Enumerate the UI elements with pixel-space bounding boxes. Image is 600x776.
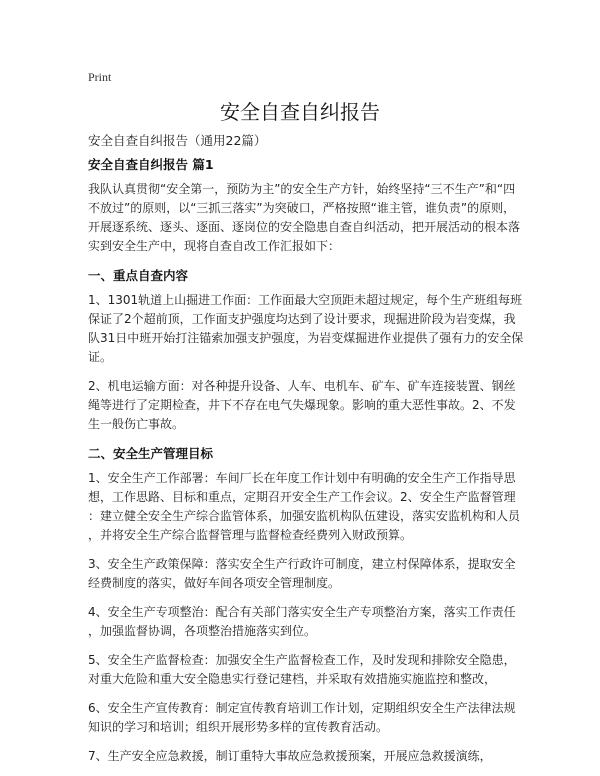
paragraph-line: ，加强监督协调，各项整治措施落实到位。 xyxy=(88,624,317,638)
paragraph-line: ：建立健全安全生产综合监管体系，加强安监机构队伍建设，落实安监机构和人员 xyxy=(88,509,521,523)
paragraph-line: 实到安全生产中，现将自查自改工作汇报如下： xyxy=(88,239,341,253)
paragraph-line: 知识的学习和培训；组织开展形势多样的宣传教育活动。 xyxy=(88,720,389,734)
paragraph-line: 队31日中班开始打注锚索加强支护强度，为岩变煤掘进作业提供了强有力的安全保 xyxy=(88,331,524,345)
paragraph-line: 4、安全生产专项整治：配合有关部门落实安全生产专项整治方案，落实工作责任 xyxy=(88,605,516,619)
paragraph xyxy=(88,699,528,737)
paragraph-line: 绳等进行了定期检查，井下不存在电气失爆现象。影响的重大恶性事故。2、不发 xyxy=(88,398,516,412)
paragraph-line: 6、安全生产宣传教育：制定宣传教育培训工作计划，定期组织安全生产法律法规 xyxy=(88,701,516,715)
section-heading: 安全自查自纠报告 篇1 xyxy=(88,157,214,172)
paragraph xyxy=(88,603,528,641)
paragraph-line: 7、生产安全应急救援，制订重特大事故应急救援预案，开展应急救援演练， xyxy=(88,749,492,763)
paragraph-line: 经费制度的落实，做好车间各项安全管理制度。 xyxy=(88,576,341,590)
paragraph xyxy=(88,469,528,545)
paragraph xyxy=(88,651,528,689)
paragraph xyxy=(88,377,528,434)
paragraph xyxy=(88,747,528,766)
section-heading: 一、重点自查内容 xyxy=(88,268,189,283)
paragraph-line: ，并将安全生产综合监督管理与监督检查经费列入财政预算。 xyxy=(88,528,413,542)
paragraph-line: 保证了2个超前顶，工作面支护强度均达到了设计要求，现掘进阶段为岩变煤，我 xyxy=(88,312,516,326)
document-body xyxy=(88,131,528,776)
document-subtitle: 安全自查自纠报告（通用22篇） xyxy=(88,133,267,148)
document-title: 安全自查自纠报告 xyxy=(220,100,380,124)
paragraph-line: 不放过”的原则，以“三抓三落实”为突破口，严格按照“谁主管，谁负责”的原则， xyxy=(88,201,516,215)
paragraph-line: 1、1301轨道上山掘进工作面：工作面最大空顶距未超过规定，每个生产班组每班 xyxy=(88,293,523,307)
paragraph-line: 对重大危险和重大安全隐患实行登记建档，并采取有效措施实施监控和整改， xyxy=(88,672,497,686)
paragraph-line: 我队认真贯彻“安全第一，预防为主”的安全生产方针，始终坚持“三不生产”和“四 xyxy=(88,182,516,196)
paragraph xyxy=(88,180,528,256)
paragraph-line: 开展逐系统、逐头、逐面、逐岗位的安全隐患自查自纠活动，把开展活动的根本落 xyxy=(88,220,521,234)
paragraph-line: 证。 xyxy=(88,350,113,364)
paragraph-line: 生一般伤亡事故。 xyxy=(88,417,185,431)
paragraph-line: 5、安全生产监督检查：加强安全生产监督检查工作，及时发现和排除安全隐患， xyxy=(88,653,516,667)
document-blocks xyxy=(88,155,528,766)
paragraph-line: 想，工作思路、目标和重点，定期召开安全生产工作会议。2、安全生产监督管理 xyxy=(88,490,516,504)
paragraph-line: 3、安全生产政策保障：落实安全生产行政许可制度，建立村保障体系，提取安全 xyxy=(88,557,516,571)
paragraph-line: 2、机电运输方面：对各种提升设备、人车、电机车、矿车、矿车连接装置、钢丝 xyxy=(88,379,516,393)
paragraph-line: 1、安全生产工作部署：车间厂长在年度工作计划中有明确的安全生产工作指导思 xyxy=(88,471,516,485)
section-heading: 二、安全生产管理目标 xyxy=(88,446,214,461)
print-link[interactable]: Print xyxy=(88,70,112,84)
paragraph xyxy=(88,291,528,367)
paragraph xyxy=(88,555,528,593)
